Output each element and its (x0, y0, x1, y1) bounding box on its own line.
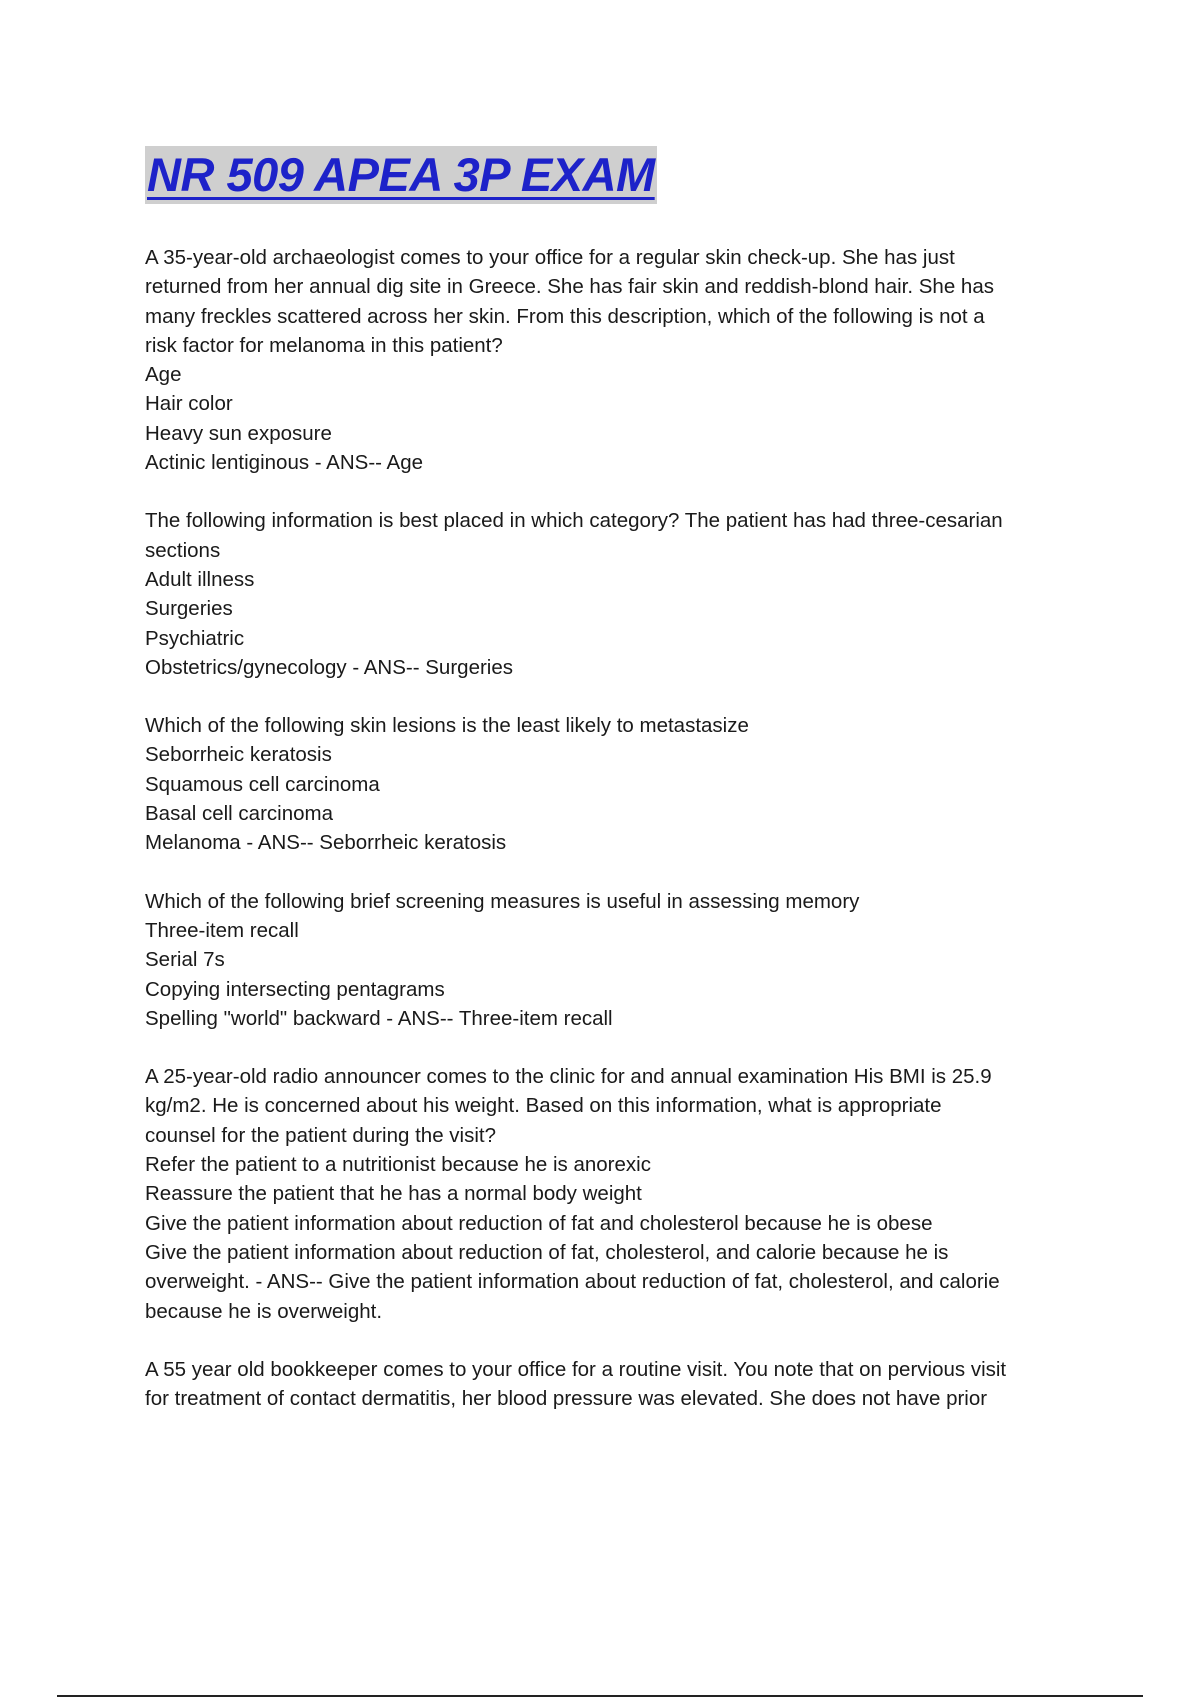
question-line: for treatment of contact dermatitis, her blood pressure was elevated. She does not have prior (145, 1387, 988, 1411)
question-line: A 35-year-old archaeologist comes to your office for a regular skin check-up. She has just (145, 246, 955, 269)
question-block-3 (145, 711, 1085, 857)
answer-option: Refer the patient to a nutritionist because he is anorexic (145, 1153, 651, 1177)
answer-option: Age (145, 363, 182, 387)
page-title: NR 509 APEA 3P EXAM (147, 148, 655, 201)
title-highlight (145, 146, 657, 204)
answer-option-with-key: Melanoma - ANS-- Seborrheic keratosis (145, 831, 507, 855)
answer-option: Surgeries (145, 597, 233, 621)
answer-option: Heavy sun exposure (145, 421, 332, 445)
answer-option: Seborrheic keratosis (145, 743, 332, 767)
question-line: kg/m2. He is concerned about his weight. Based on this information, what is appropriate (145, 1094, 942, 1118)
question-line: counsel for the patient during the visit? (145, 1123, 496, 1147)
question-block-1 (145, 243, 1085, 477)
answer-option: Give the patient information about reduction of fat, cholesterol, and calorie because he is (145, 1240, 949, 1264)
question-line: A 55 year old bookkeeper comes to your office for a routine visit. You note that on pervious visit (145, 1357, 1007, 1381)
question-line: Which of the following brief screening measures is useful in assessing memory (145, 889, 860, 913)
answer-option: Squamous cell carcinoma (145, 772, 380, 796)
question-block-5 (145, 1062, 1085, 1326)
question-line: many freckles scattered across her skin. From this description, which of the following is not a (145, 304, 985, 328)
question-line: A 25-year-old radio announcer comes to the clinic for and annual examination His BMI is 25.9 (145, 1065, 992, 1089)
question-block-2 (145, 506, 1085, 682)
question-line: Which of the following skin lesions is the least likely to metastasize (145, 714, 749, 738)
question-line: The following information is best placed in which category? The patient has had three-cesarian (145, 509, 1003, 533)
page-bottom-divider (57, 1695, 1143, 1697)
answer-option: Adult illness (145, 567, 255, 591)
answer-option: Psychiatric (145, 626, 245, 650)
answer-option: Copying intersecting pentagrams (145, 977, 445, 1001)
answer-option-with-key: because he is overweight. (145, 1299, 383, 1323)
answer-option: Reassure the patient that he has a normal body weight (145, 1182, 642, 1206)
answer-option-with-key: overweight. - ANS-- Give the patient information about reduction of fat, cholesterol, and calorie (145, 1270, 1000, 1294)
answer-option: Hair color (145, 392, 233, 416)
answer-option: Give the patient information about reduction of fat and cholesterol because he is obese (145, 1211, 933, 1235)
question-line: returned from her annual dig site in Greece. She has fair skin and reddish-blond hair. She has (145, 275, 994, 299)
question-line: sections (145, 538, 221, 562)
answer-option-with-key: Obstetrics/gynecology - ANS-- Surgeries (145, 655, 513, 679)
answer-option: Basal cell carcinoma (145, 802, 333, 826)
answer-option: Serial 7s (145, 948, 225, 972)
question-block-6 (145, 1355, 1085, 1414)
question-block-4 (145, 887, 1085, 1033)
document-body (145, 243, 1085, 1442)
answer-option-with-key: Actinic lentiginous - ANS-- Age (145, 451, 424, 475)
answer-option: Three-item recall (145, 918, 299, 942)
answer-option-with-key: Spelling "world" backward - ANS-- Three-item recall (145, 1006, 613, 1030)
question-line: risk factor for melanoma in this patient? (145, 333, 503, 357)
